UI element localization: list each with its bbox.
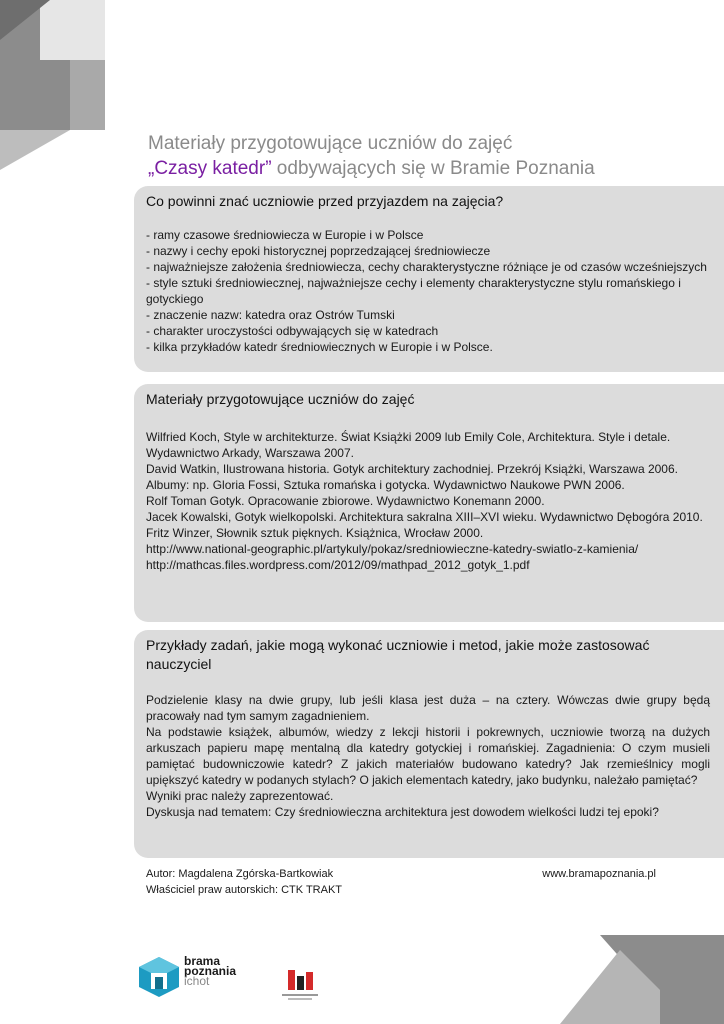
list-item: Na podstawie książek, albumów, wiedzy z lekcji historii i pokrewnych, uczniowie tworzą na dużych arkuszach papieru mapę mentalną dla katedry gotyckiej i romańskiej. Zagadnienia: O czym musieli pamiętać budowniczowie katedr? Z jakich materiałów budowano katedry? Jak rzemieślnicy mogli upiększyć katedry w podanych stylach? O jakich elementach katedry, jako budynku, należało pamiętać? bbox=[146, 725, 710, 787]
section-prerequisites bbox=[134, 186, 724, 372]
logo-line-1: brama bbox=[184, 954, 221, 968]
list-item: - najważniejsze założenia średniowiecza, cechy charakterystyczne różniące je od czasów wcześniejszych bbox=[146, 260, 707, 274]
section-heading: Co powinni znać uczniowie przed przyjazdem na zajęcia? bbox=[146, 193, 504, 209]
logo-text bbox=[184, 956, 236, 986]
section-tasks bbox=[134, 630, 724, 858]
logo-line-3: ichot bbox=[184, 974, 210, 988]
list-item: - style sztuki średniowiecznej, najważniejsze cechy i elementy charakterystyczne stylu romańskiego i gotyckiego bbox=[146, 276, 681, 306]
section-heading: Materiały przygotowujące uczniów do zajęć bbox=[146, 391, 415, 407]
title-accent: „Czasy katedr” bbox=[148, 158, 272, 179]
footer-credits bbox=[146, 866, 342, 898]
list-item: - nazwy i cechy epoki historycznej poprzedzającej średniowiecze bbox=[146, 244, 491, 258]
list-item: - ramy czasowe średniowiecza w Europie i w Polsce bbox=[146, 228, 424, 242]
list-item: Jacek Kowalski, Gotyk wielkopolski. Architektura sakralna XIII–XVI wieku. Wydawnictwo Dębogóra 2010. bbox=[146, 510, 703, 524]
list-item: - charakter uroczystości odbywających się w katedrach bbox=[146, 324, 439, 338]
list-item: Albumy: np. Gloria Fossi, Sztuka romańska i gotycka. Wydawnictwo Naukowe PWN 2006. bbox=[146, 478, 625, 492]
list-item: - znaczenie nazw: katedra oraz Ostrów Tumski bbox=[146, 308, 395, 322]
link-national-geographic[interactable]: http://www.national-geographic.pl/artykuly/pokaz/sredniowieczne-katedry-swiatlo-z-kamienia/ bbox=[146, 542, 639, 556]
list-item: David Watkin, Ilustrowana historia. Gotyk architektury zachodniej. Przekrój Książki, Warszawa 2006. bbox=[146, 462, 678, 476]
list-item: Wilfried Koch, Style w architekturze. Świat Książki 2009 lub Emily Cole, Architektura. Style i detale. Wydawnictwo Arkady, Warszawa 2007. bbox=[146, 430, 671, 460]
list-item: Podzielenie klasy na dwie grupy, lub jeśli klasa jest duża – na cztery. Wówczas dwie grupy będą pracowały nad tym samym zagadnieniem. bbox=[146, 693, 710, 723]
list-item: Rolf Toman Gotyk. Opracowanie zbiorowe. Wydawnictwo Konemann 2000. bbox=[146, 494, 545, 508]
list-item: Dyskusja nad tematem: Czy średniowieczna architektura jest dowodem wielkości ludzi tej epoki? bbox=[146, 805, 659, 819]
page-title bbox=[148, 131, 595, 181]
brama-poznania-logo-icon bbox=[137, 955, 181, 999]
website-link[interactable]: www.bramapoznania.pl bbox=[542, 868, 656, 880]
list-item: Wyniki prac należy zaprezentować. bbox=[146, 789, 334, 803]
rights-text: Właściciel praw autorskich: CTK TRAKT bbox=[146, 884, 343, 896]
title-line-2 bbox=[148, 156, 595, 181]
list-item: Fritz Winzer, Słownik sztuk pięknych. Książnica, Wrocław 2000. bbox=[146, 526, 484, 540]
list-item: - kilka przykładów katedr średniowiecznych w Europie i w Polsce. bbox=[146, 340, 493, 354]
section-heading: Przykłady zadań, jakie mogą wykonać uczniowie i metod, jakie może zastosować nauczyciel bbox=[146, 637, 650, 672]
link-mathcas[interactable]: http://mathcas.files.wordpress.com/2012/09/mathpad_2012_gotyk_1.pdf bbox=[146, 558, 530, 572]
section-materials bbox=[134, 384, 724, 622]
sponsor-logo-icon bbox=[280, 966, 320, 1006]
logo-line-2: poznania bbox=[184, 964, 237, 978]
title-line-1: Materiały przygotowujące uczniów do zajęć bbox=[148, 133, 513, 154]
title-rest: odbywających się w Bramie Poznania bbox=[271, 158, 595, 179]
author-text: Autor: Magdalena Zgórska-Bartkowiak bbox=[146, 868, 334, 880]
